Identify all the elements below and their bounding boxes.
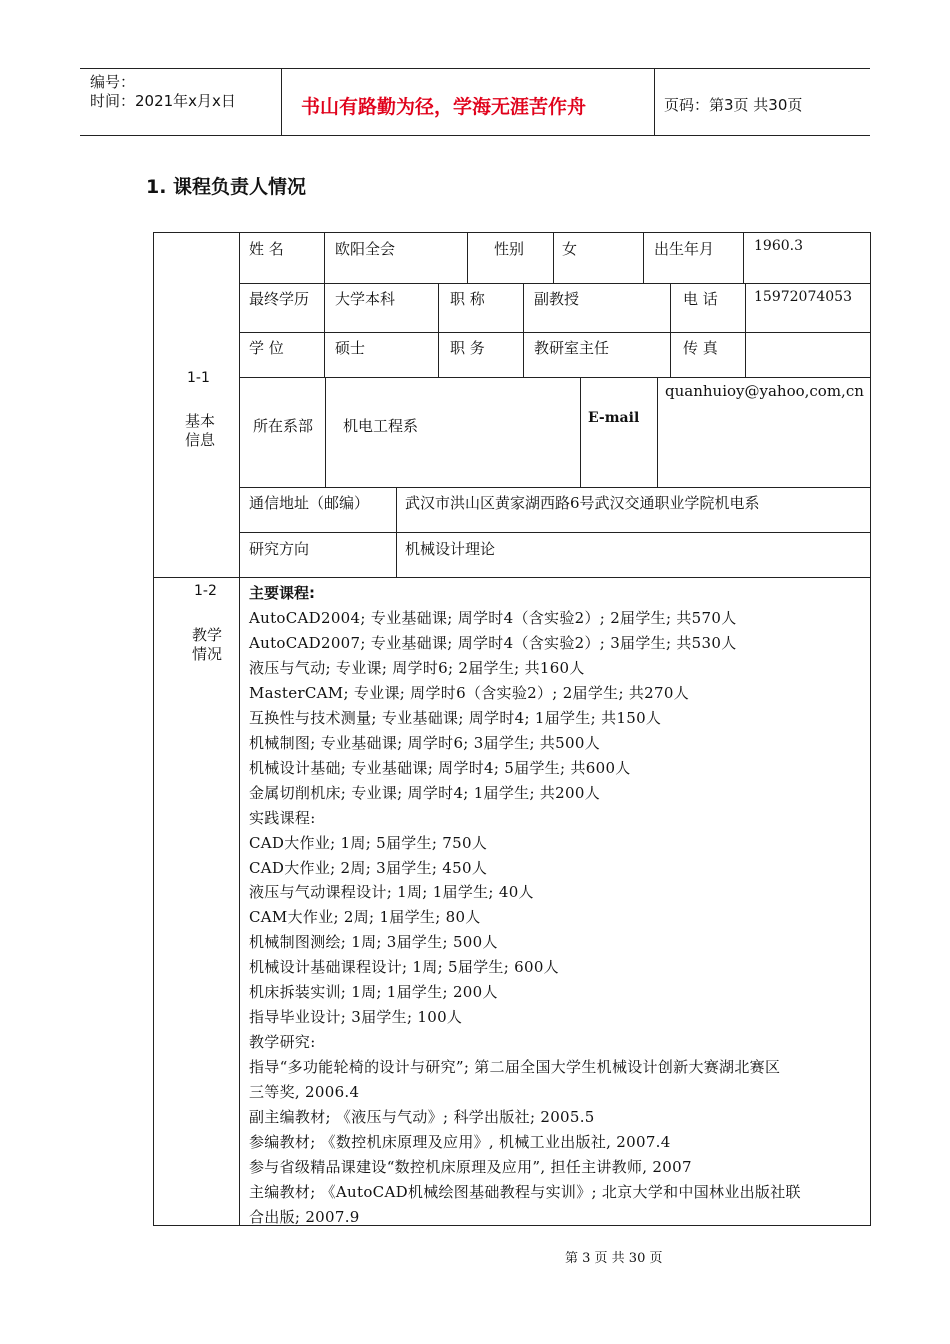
research-value: 机械设计理论 <box>405 540 496 558</box>
table-label-column-border <box>239 232 240 1226</box>
phone-label: 电 话 <box>683 290 718 308</box>
cell-separator <box>670 283 671 378</box>
teaching-heading: 主要课程: <box>249 584 315 602</box>
header-divider-left <box>281 68 282 136</box>
header-bottom-rule <box>80 135 870 136</box>
degree-label: 学 位 <box>249 339 284 357</box>
section-divider <box>153 577 871 578</box>
email-label: E-mail <box>588 410 640 426</box>
cell-separator <box>467 232 468 284</box>
cell-separator <box>324 283 325 378</box>
page-footer: 第 3 页 共 30 页 <box>565 1251 663 1266</box>
table-right-border <box>870 232 871 1226</box>
cell-separator <box>743 232 744 284</box>
fax-label: 传 真 <box>683 339 718 357</box>
teaching-line: 教学研究: <box>249 1033 316 1052</box>
basic-label-line2: 信息 <box>185 431 216 449</box>
teaching-line: 三等奖, 2006.4 <box>249 1083 360 1102</box>
table-left-border <box>153 232 154 1226</box>
phone-value: 15972074053 <box>754 289 852 305</box>
cell-separator <box>657 377 658 488</box>
dept-value: 机电工程系 <box>343 417 419 435</box>
teaching-line: 指导毕业设计; 3届学生; 100人 <box>249 1008 463 1027</box>
basic-label-line1: 基本 <box>185 412 216 430</box>
dept-label: 所在系部 <box>253 417 314 435</box>
post-label: 职 务 <box>450 339 485 357</box>
header-page-label: 页码：第3页 共30页 <box>664 96 803 114</box>
cell-separator <box>553 232 554 284</box>
teaching-line: 机床拆装实训; 1周; 1届学生; 200人 <box>249 983 498 1002</box>
header-time-label: 时间：2021年x月x日 <box>90 92 236 110</box>
cell-separator <box>745 283 746 378</box>
teaching-line: 指导“多功能轮椅的设计与研究”; 第二届全国大学生机械设计创新大赛湖北赛区 <box>249 1058 781 1077</box>
teaching-line: 主编教材; 《AutoCAD机械绘图基础教程与实训》; 北京大学和中国林业出版社联 <box>249 1182 801 1201</box>
teaching-line: CAD大作业; 2周; 3届学生; 450人 <box>249 858 488 877</box>
teaching-line: 液压与气动; 专业课; 周学时6; 2届学生; 共160人 <box>249 658 585 677</box>
title-label: 职 称 <box>450 290 485 308</box>
address-value: 武汉市洪山区黄家湖西路6号武汉交通职业学院机电系 <box>405 494 760 512</box>
header-top-rule <box>80 68 870 69</box>
cell-separator <box>523 283 524 378</box>
cell-separator <box>438 283 439 378</box>
header-motto: 书山有路勤为径，学海无涯苦作舟 <box>301 96 587 118</box>
row-separator <box>239 532 871 533</box>
degree-value: 硕士 <box>335 339 366 357</box>
table-top-border <box>153 232 871 233</box>
row-separator <box>239 332 871 333</box>
cell-separator <box>325 377 326 488</box>
header-divider-right <box>654 68 655 136</box>
edu-label: 最终学历 <box>249 290 310 308</box>
teaching-line: 合出版; 2007.9 <box>249 1207 360 1226</box>
teaching-line: 互换性与技术测量; 专业基础课; 周学时4; 1届学生; 共150人 <box>249 708 662 727</box>
teaching-line: 机械制图; 专业基础课; 周学时6; 3届学生; 共500人 <box>249 733 601 752</box>
cell-separator <box>643 232 644 284</box>
birth-label: 出生年月 <box>654 240 715 258</box>
teaching-line: AutoCAD2004; 专业基础课; 周学时4（含实验2）; 2届学生; 共570人 <box>249 609 737 627</box>
name-value: 欧阳全会 <box>335 240 396 258</box>
cell-separator <box>396 487 397 578</box>
teaching-line: 金属切削机床; 专业课; 周学时4; 1届学生; 共200人 <box>249 783 601 802</box>
teaching-label-num: 1-2 <box>194 583 217 599</box>
birth-value: 1960.3 <box>754 238 803 254</box>
teaching-line: AutoCAD2007; 专业基础课; 周学时4（含实验2）; 3届学生; 共530人 <box>249 633 737 652</box>
row-separator <box>239 283 871 284</box>
row-separator <box>239 487 871 488</box>
teaching-line: 液压与气动课程设计; 1周; 1届学生; 40人 <box>249 883 534 902</box>
gender-value: 女 <box>562 240 578 258</box>
teaching-line: 参编教材; 《数控机床原理及应用》, 机械工业出版社, 2007.4 <box>249 1132 671 1151</box>
teaching-line: 副主编教材; 《液压与气动》; 科学出版社; 2005.5 <box>249 1108 595 1126</box>
email-value: quanhuioy@yahoo,com,cn <box>665 382 864 400</box>
cell-separator <box>580 377 581 488</box>
section-title: 1. 课程负责人情况 <box>146 176 307 198</box>
research-label: 研究方向 <box>249 540 310 558</box>
edu-value: 大学本科 <box>335 290 396 308</box>
gender-label: 性别 <box>494 240 525 258</box>
post-value: 教研室主任 <box>534 339 610 357</box>
cell-separator <box>324 232 325 284</box>
basic-label-num: 1-1 <box>187 370 210 386</box>
teaching-line: 机械设计基础课程设计; 1周; 5届学生; 600人 <box>249 958 559 977</box>
teaching-line: MasterCAM; 专业课; 周学时6（含实验2）; 2届学生; 共270人 <box>249 683 689 702</box>
header-number-label: 编号： <box>90 73 136 91</box>
title-value: 副教授 <box>534 290 580 308</box>
teaching-line: 实践课程: <box>249 808 316 827</box>
row-separator <box>239 377 871 378</box>
name-label: 姓 名 <box>249 240 284 258</box>
teaching-label-line2: 情况 <box>192 645 223 663</box>
teaching-line: CAM大作业; 2周; 1届学生; 80人 <box>249 908 481 927</box>
teaching-line: 参与省级精品课建设“数控机床原理及应用”, 担任主讲教师, 2007 <box>249 1157 692 1176</box>
teaching-line: 机械制图测绘; 1周; 3届学生; 500人 <box>249 933 498 952</box>
teaching-label-line1: 教学 <box>192 626 223 644</box>
address-label: 通信地址（邮编） <box>249 494 370 512</box>
teaching-line: CAD大作业; 1周; 5届学生; 750人 <box>249 833 488 852</box>
teaching-line: 机械设计基础; 专业基础课; 周学时4; 5届学生; 共600人 <box>249 758 631 777</box>
